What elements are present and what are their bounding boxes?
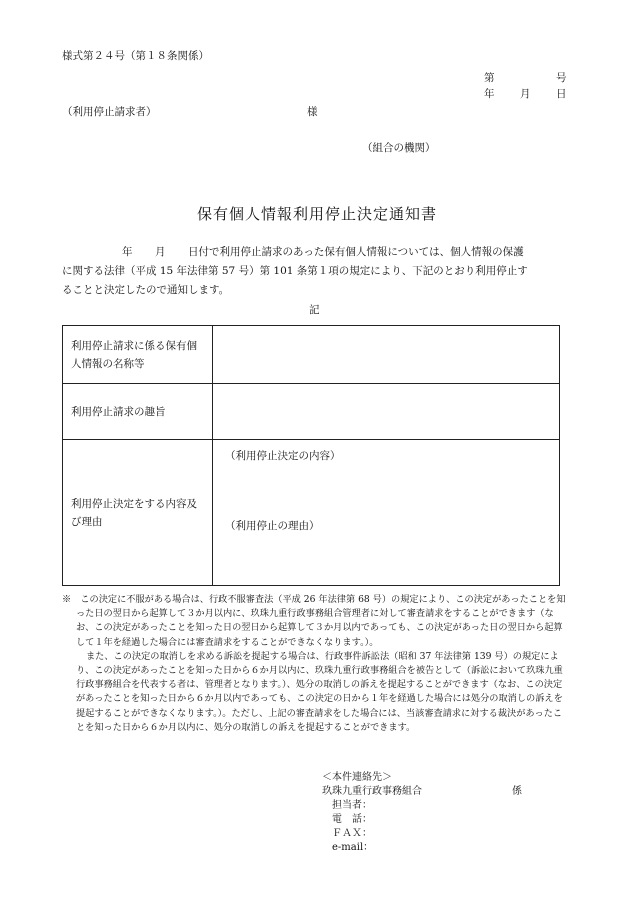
- honorific: 様: [307, 106, 318, 118]
- date-year-label: 年: [484, 88, 495, 100]
- row-label-decision-reason: 利用停止決定をする内容及び理由: [63, 440, 213, 586]
- note-paragraph-1: ※ この決定に不服がある場合は、行政不服審査法（平成 26 年法律第 68 号）の規定により、この決定があったことを知った日の翌日から起算して３か月以内に、玖珠九重行政事務組合管理者に対して審査請求をすることができます（なお、この決定があったことを知った日の翌日から起算して３か月以内であっても、この決定があった日の翌日から起算して１年を経過した場合には審査請求をすることができなくなります。）。: [62, 594, 566, 648]
- body-line-1: 日付で利用停止請求のあった保有個人情報については、個人情報の保護: [188, 246, 524, 258]
- row-value-information-name: [213, 326, 560, 384]
- record-table: [62, 325, 560, 586]
- note-paragraph-2: また、この決定の取消しを求める訴訟を提起する場合は、行政事件訴訟法（昭和 37 年法律第 139 号）の規定により、この決定があったことを知った日から６か月以内に、玖珠九重行政事務組合を被告として（訴訟において玖珠九重行政事務組合を代表する者は、管理者となります。）、処分の取消しの訴えを提起することができます（なお、この決定があったことを知った日から６か月以内であっても、この決定の日から１年を経過した場合には処分の取消しの訴えを提起することができなくなります。）。ただし、上記の審査請求をした場合には、当該審査請求に対する裁決があったことを知った日から６か月以内に、処分の取消しの訴えを提起することができます。: [76, 650, 563, 733]
- contact-org: 玖珠九重行政事務組合: [322, 786, 422, 797]
- contact-heading: ＜本件連絡先＞: [322, 772, 392, 783]
- body-date-month: 月: [155, 246, 166, 258]
- contact-section: 係: [512, 786, 522, 797]
- date-day-label: 日: [556, 88, 567, 100]
- addressee: （利用停止請求者）: [62, 106, 157, 118]
- table-row: [63, 326, 560, 384]
- doc-number-suffix: 号: [556, 72, 567, 84]
- issuer: （組合の機関）: [362, 142, 436, 154]
- ki-heading: 記: [309, 304, 320, 316]
- doc-number-prefix: 第: [484, 72, 495, 84]
- contact-person: 担当者：: [332, 800, 372, 811]
- body-date-year: 年: [122, 246, 133, 258]
- contact-phone: 電 話：: [332, 814, 372, 825]
- row-value-request-purpose: [213, 384, 560, 440]
- form-number: 様式第２４号（第１８条関係）: [62, 50, 209, 62]
- decision-content-label: （利用停止決定の内容）: [225, 450, 341, 462]
- row-label-information-name: 利用停止請求に係る保有個人情報の名称等: [63, 326, 213, 384]
- appeal-notes: [62, 593, 570, 735]
- row-label-request-purpose: 利用停止請求の趣旨: [63, 384, 213, 440]
- table-row: [63, 384, 560, 440]
- date-month-label: 月: [520, 88, 531, 100]
- page-title: 保有個人情報利用停止決定通知書: [197, 205, 438, 223]
- body-line-3: ることと決定したので通知します。: [62, 284, 230, 296]
- body-line-2: に関する法律（平成 15 年法律第 57 号）第 101 条第１項の規定により、下記のとおり利用停止す: [62, 265, 528, 277]
- table-row: [63, 440, 560, 586]
- contact-fax: ＦＡＸ：: [332, 828, 372, 839]
- row-value-decision-reason: [213, 440, 560, 586]
- decision-reason-label: （利用停止の理由）: [225, 520, 320, 532]
- note-mark: ※: [62, 594, 72, 605]
- contact-email: e-mail：: [332, 842, 374, 853]
